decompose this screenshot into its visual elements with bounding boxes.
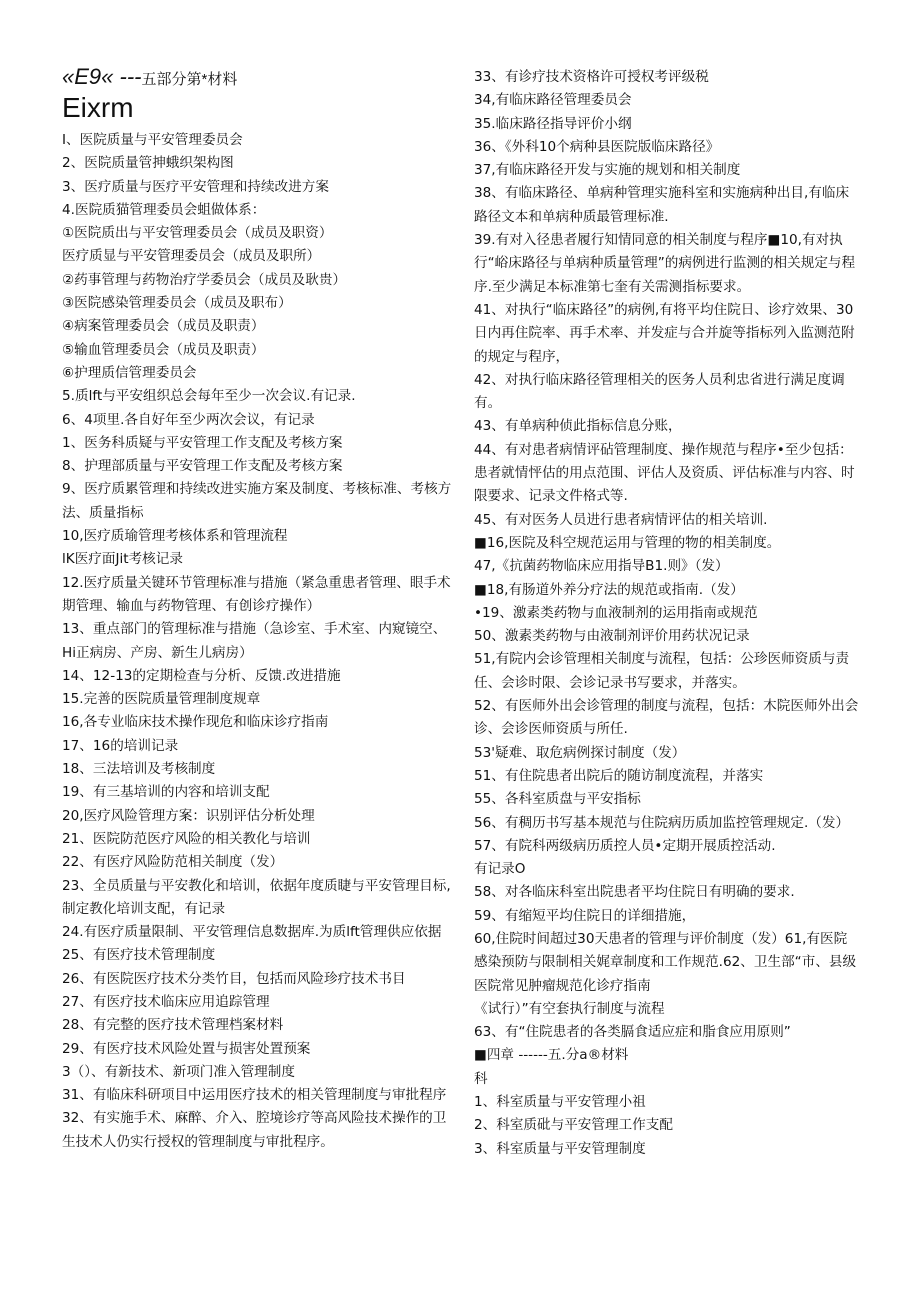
list-item: ①医院质出与平安管理委员会（成员及职资） xyxy=(62,225,333,242)
list-item: 12.医疗质量关键环节管理标准与措施（紧急重患者管理、眼手术期管理、输血与药物管理、有创诊疗操作） xyxy=(62,574,451,614)
list-item: 19、有三基培训的内容和培训支配 xyxy=(62,784,270,801)
list-item: 59、有缩短平均住院日的详细措施， xyxy=(474,907,696,924)
list-item: 27、有医疗技术临床应用追踪管理 xyxy=(62,993,270,1010)
list-item: 51、有住院患者出院后的随访制度流程，并落实 xyxy=(474,767,764,784)
list-item: ■16,医院及科空规范运用与管理的物的相美制度。 xyxy=(474,534,781,551)
list-item: 35.临床路径指导评价小纲 xyxy=(474,115,632,132)
list-item: 医疗质显与平安管理委员会（成员及职所） xyxy=(62,248,321,265)
list-item: 63、有“住院患者的各类膈食适应症和脂食应用原则” xyxy=(474,1024,791,1041)
list-item: 55、各科室质盘与平安指标 xyxy=(474,791,641,808)
list-item: 《试行）”有空套执行制度与流程 xyxy=(474,1000,665,1017)
list-item: 1、医务科质疑与平安管理工作支配及考核方案 xyxy=(62,434,343,451)
list-item: 42、对执行临床路径管理相关的医务人员利忠省进行满足度调有。 xyxy=(474,371,845,412)
list-item: 28、有完整的医疗技术管理档案材料 xyxy=(62,1017,284,1034)
list-item: 56、有稠历书写基本规范与住院病历质加监控管理规定.（发） xyxy=(474,814,850,831)
list-item: 16,各专业临床技术操作现危和临床诊疗指南 xyxy=(62,714,329,731)
list-item: 23、全员质量与平安教化和培训，依据年度质睫与平安管理目标,制定教化培训支配，有记录 xyxy=(62,877,451,917)
list-item: 1、科室质量与平安管理小祖 xyxy=(474,1094,646,1111)
list-item: 47,《抗菌药物临床应用指导B1.则》（发） xyxy=(474,558,729,575)
list-item: 8、护理部质量与平安管理工作支配及考核方案 xyxy=(62,458,343,475)
list-item: 38、有临床路径、单病种管理实施科室和实施病种出目,有临床路径文本和单病种质最管理标准. xyxy=(474,185,850,225)
left-item-list xyxy=(62,129,454,1154)
chapter-heading-suffix: 五部分第*材料 xyxy=(141,71,238,88)
left-column xyxy=(62,66,454,1154)
list-item: 41、对执行“临床路径”的病例,有将平均住院日、诊疗效果、30日内再住院率、再手术率、并发症与合并旋等指标列入监测范附的规定与程序， xyxy=(474,301,855,365)
list-item: 20,医疗风险管理方案：识别评估分析处理 xyxy=(62,807,315,824)
list-item: 39.有对入径患者履行知情同意的相关制度与程序■10,有对执行“峪床路径与单病种质量管理”的病例进行监测的相关规定与程序.至少满足本标准第七奎有关需测指标要求。 xyxy=(474,232,856,295)
list-item: 31、有临床科研项目中运用医疗技术的相关管理制度与审批程序 xyxy=(62,1087,447,1104)
list-item: 5.质lft与平安组织总会每年至少一次会议.有记录. xyxy=(62,388,356,405)
list-item: 51,有院内会诊管理相关制度与流程，包括：公珍医师资质与责任、会诊时限、会诊记录书写要求，并落实。 xyxy=(474,651,850,691)
list-item: ■四章 ------五.分a®材料 xyxy=(474,1047,629,1064)
list-item: 45、有对医务人员进行患者病情评估的相关培训. xyxy=(474,511,768,528)
list-item: 43、有单病种侦此指标信息分账， xyxy=(474,418,682,435)
list-item: 4.医院质猫管理委员会蛆做体系： xyxy=(62,201,266,218)
chapter-heading xyxy=(62,66,454,91)
list-item: 13、重点部门的管理标准与措施（急诊室、手术室、内窥镜空、Hi正病房、产房、新生儿病房） xyxy=(62,621,447,661)
list-item: 58、对各临床科室出院患者平均住院日有明确的要求. xyxy=(474,884,795,901)
list-item: 57、有院科两级病历质控人员•定期开展质控活动. xyxy=(474,837,776,854)
list-item: 9、医疗质累管理和持续改进实施方案及制度、考核标准、考核方法、质量指标 xyxy=(62,481,452,521)
list-item: 6、4项里.各自好年至少两次会议，有记录 xyxy=(62,411,315,428)
list-item: 2、医院质量管抻蛾织架构图 xyxy=(62,155,234,172)
list-item: 3、医疗质量与医疗平安管理和持续改进方案 xyxy=(62,178,329,195)
list-item: 3（）、有新技术、新项门准入管理制度 xyxy=(62,1063,295,1080)
list-item: 32、有实施手术、麻醉、介入、腔境诊疗等高风险技术操作的卫生技术人仍实行授权的管理制度与审批程序。 xyxy=(62,1110,447,1150)
list-item: 10,医疗质瑜管理考核体系和管理流程 xyxy=(62,528,288,545)
list-item: 50、激素类药物与由液制剂评价用药状况记录 xyxy=(474,628,750,645)
list-item: 18、三法培训及考核制度 xyxy=(62,761,216,778)
list-item: ⑤输血管理委员会（成员及职责） xyxy=(62,341,265,358)
list-item: ③医院感染管理委员会（成员及职布） xyxy=(62,295,292,312)
list-item: 科 xyxy=(474,1070,488,1087)
list-item: 34,有临床路径管理委员会 xyxy=(474,92,632,109)
list-item: 36、《外科10个病种县医院版临床路径》 xyxy=(474,138,720,155)
list-item: 24.有医疗质量限制、平安管理信息数据库.为质lft管理供应依据 xyxy=(62,924,442,941)
list-item: 26、有医院医疗技术分类竹目，包括而风险珍疗技术书目 xyxy=(62,970,406,987)
section-title: Eixrm xyxy=(62,92,134,123)
list-item: 25、有医疗技术管理制度 xyxy=(62,947,216,964)
list-item: 44、有对患者病情评砧管理制度、操作规范与程序•至少包括：患者就情怦估的用点范围、评估人及资质、评估标准与内容、时限要求、记录文件格式等. xyxy=(474,441,855,505)
list-item: ②药事管理与药物治疗学委员会（成员及耿贵） xyxy=(62,271,347,288)
chapter-heading-prefix: «E9« --- xyxy=(62,64,142,89)
list-item: ④病案管理委员会（成员及职责） xyxy=(62,318,265,335)
list-item: 33、有诊疗技术资格许可授权考评级税 xyxy=(474,69,709,85)
list-item: ⑥护理质信管理委员会 xyxy=(62,364,197,381)
list-item: 3、科室质量与平安管理制度 xyxy=(474,1140,646,1157)
list-item: 53'疑难、取危病例探讨制度（发） xyxy=(474,744,686,761)
list-item: 37,有临床路径开发与实施的规划和相关制度 xyxy=(474,162,741,179)
list-item: 60,住院时间超过30天患者的管理与评价制度（发）61,有医院感染预防与限制相关娓章制度和工作规范.62、卫生部“市、县级医院常见肿瘤规范化诊疗指南 xyxy=(474,930,857,994)
right-column xyxy=(474,66,860,1161)
list-item: 52、有医师外出会诊管理的制度与流程，包括：木院医师外出会诊、会诊医师资质与所任. xyxy=(474,698,859,738)
list-item: 17、16的培训记录 xyxy=(62,737,179,754)
list-item: 29、有医疗技术风险处置与损害处置预案 xyxy=(62,1040,311,1057)
right-item-list xyxy=(474,66,860,1161)
list-item: 有记录O xyxy=(474,861,526,878)
list-item: lK医疗面Jit考核记录 xyxy=(62,551,183,568)
list-item: 21、医院防范医疗风险的相关教化与培训 xyxy=(62,830,311,847)
list-item: ■18,有肠道外养分疗法的规范或指南.（发） xyxy=(474,581,744,598)
list-item: •19、激素类药物与血液制剂的运用指南或规范 xyxy=(474,604,758,621)
list-item: 14、12-13的定期检查与分析、反馈.改进措施 xyxy=(62,667,341,684)
list-item: 22、有医疗风险防范相关制度（发） xyxy=(62,854,284,871)
list-item: I、医院质量与平安管理委员会 xyxy=(62,132,243,148)
list-item: 15.完善的医院质量管理制度规章 xyxy=(62,691,261,708)
list-item: 2、科室质砒与平安管理工作支配 xyxy=(474,1117,673,1134)
